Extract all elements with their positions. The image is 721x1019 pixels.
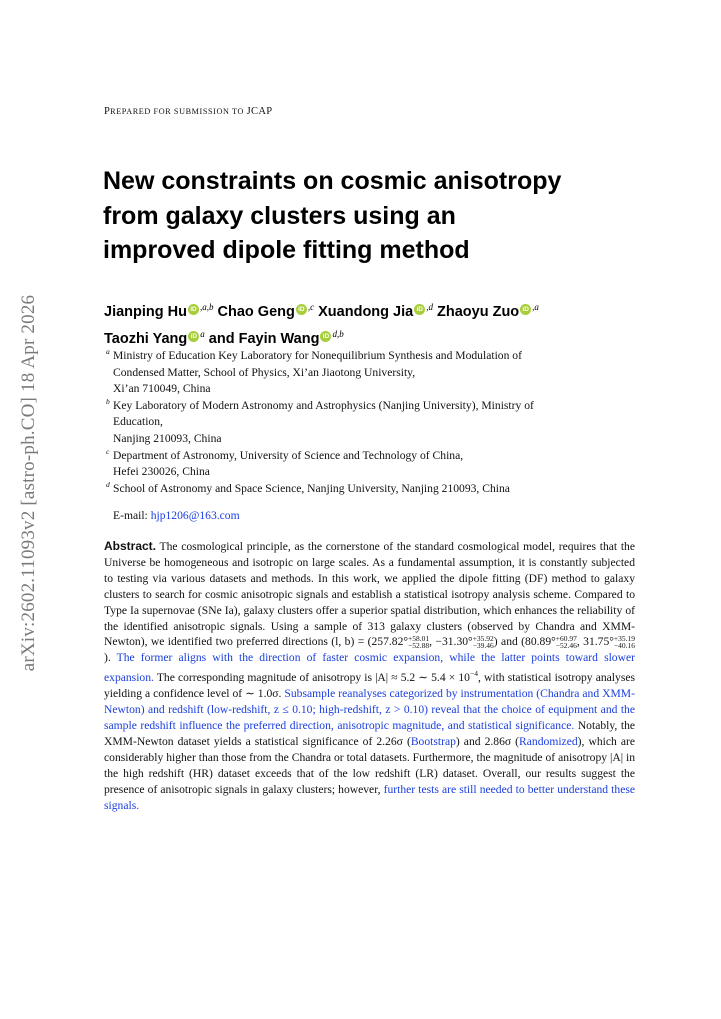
affiliation: b Key Laboratory of Modern Astronomy and Astrophysics (Nanjing University), Ministry of Education, Nanjing 210093, China	[106, 398, 641, 448]
affiliation: d School of Astronomy and Space Science, Nanjing University, Nanjing 210093, China	[106, 481, 641, 498]
author: Xuandong Jia iD $^{,d}$	[318, 302, 433, 320]
affiliation-mark: c	[106, 446, 110, 456]
affiliation-mark: b	[106, 396, 110, 406]
email-line	[113, 509, 240, 522]
author-list	[104, 296, 644, 350]
author: Fayin Wang iD $^{d,b}$	[238, 329, 344, 347]
journal-name: JCAP	[246, 106, 273, 117]
title-line-3: improved dipole fitting method	[103, 236, 470, 264]
author: Jianping Hu iD $^{,a,b}$	[104, 302, 214, 320]
title-line-2: from galaxy clusters using an	[103, 201, 456, 230]
affiliation: a Ministry of Education Key Laboratory for Nonequilibrium Synthesis and Modulation of Condensed Matter, School of Physics, Xi’an Jiaotong University, Xi’an 710049, China	[106, 348, 641, 398]
orcid-icon[interactable]: iD	[414, 304, 425, 315]
affiliation-mark: d	[106, 479, 110, 489]
title-line-1: New constraints on cosmic anisotropy	[103, 167, 562, 195]
arxiv-sidebar	[14, 268, 44, 698]
orcid-icon[interactable]: iD	[188, 304, 199, 315]
randomized-link[interactable]: Randomized	[519, 734, 578, 748]
author: Chao Geng iD $^{,c}$	[217, 302, 315, 320]
affiliation: c Department of Astronomy, University of Science and Technology of China, Hefei 230026, China	[106, 448, 641, 481]
highlight-text: The former aligns with the direction of faster cosmic expansion, while the latter points toward slower expansion.	[104, 651, 635, 685]
email-label: E-mail:	[113, 509, 148, 522]
author: Zhaoyu Zuo iD $^{,a}$	[437, 302, 539, 320]
arxiv-identifier: arXiv:2602.11093v2 [astro-ph.CO] 18 Apr 2026	[18, 294, 39, 672]
authors-and: and	[208, 331, 235, 347]
abstract-heading: Abstract.	[104, 539, 157, 553]
abstract: Abstract. The cosmological principle, as the cornerstone of the standard cosmological model, requires that the Universe be homogeneous and isotropic on large scales. As a fundamental assumption, it is constantly subjected to testing via various datasets and methods. In this work, we applied the dipole fitting (DF) method to galaxy clusters to search for cosmic anisotropic signals and establish a statistical isotropy analysis scheme. Compared to Type Ia supernovae (SNe Ia), galaxy clusters offer a superior spatial distribution, which enhances the reliability of the identified anisotropic signals. Using a sample of 313 galaxy clusters (observed by Chandra and XMM-Newton), we identified two preferred directions (l, b) = (257.82° +58.01 −52.88 , −31.30° +35.92 −39.46 ) and (80.89° +60.97 −52.46 , 31.75° +35.19 −40.16 ). The former aligns with the direction of faster cosmic expansion, while the latter points toward slower expansion. The corresponding magnitude of anisotropy is |A| ≈ 5.2 ∼ $5.4 \times 10^{-4}$, with statistical isotropy analyses yielding a confidence level of ∼ 1.0σ. Subsample reanalyses categorized by instrumentation (Chandra and XMM-Newton) and redshift (low-redshift, z ≤ 0.10; high-redshift, z > 0.10) reveal that the choice of equipment and the sample redshift influence the preferred direction, anisotropic magnitude, and statistical significance. Notably, the XMM-Newton dataset yields a statistical significance of 2.26σ (Bootstrap) and 2.86σ (Randomized), which are considerably higher than those from the Chandra or total datasets. Furthermore, the magnitude of anisotropy |A| in the high redshift (HR) dataset exceeds that of the low redshift (LR) dataset. Overall, our results suggest the presence of anisotropic signals in galaxy clusters; however, further tests are still needed to better understand these signals.	[104, 539, 636, 812]
author: Taozhi Yang iD $^a$	[104, 329, 205, 347]
orcid-icon[interactable]: iD	[188, 331, 199, 342]
prepared-for-submission	[104, 106, 272, 117]
bootstrap-link[interactable]: Bootstrap	[410, 734, 456, 748]
prepared-initial: P	[104, 106, 111, 117]
paper-title	[103, 164, 643, 268]
highlight-text: Subsample reanalyses categorized by instrumentation (Chandra and XMM-Newton) and redshift (low-redshift, z ≤ 0.10; high-redshift, z > 0.10) reveal that the choice of equipment and the sample redshift influence the preferred direction, anisotropic magnitude, and statistical significance.	[104, 687, 635, 732]
orcid-icon[interactable]: iD	[320, 331, 331, 342]
orcid-icon[interactable]: iD	[520, 304, 531, 315]
orcid-icon[interactable]: iD	[296, 304, 307, 315]
highlight-text: further tests are still needed to better understand these signals.	[104, 782, 636, 812]
affiliations	[106, 348, 641, 497]
email-link[interactable]: hjp1206@163.com	[150, 509, 240, 522]
prepared-text: REPARED FOR SUBMISSION TO	[110, 107, 247, 116]
affiliation-mark: a	[106, 347, 110, 356]
